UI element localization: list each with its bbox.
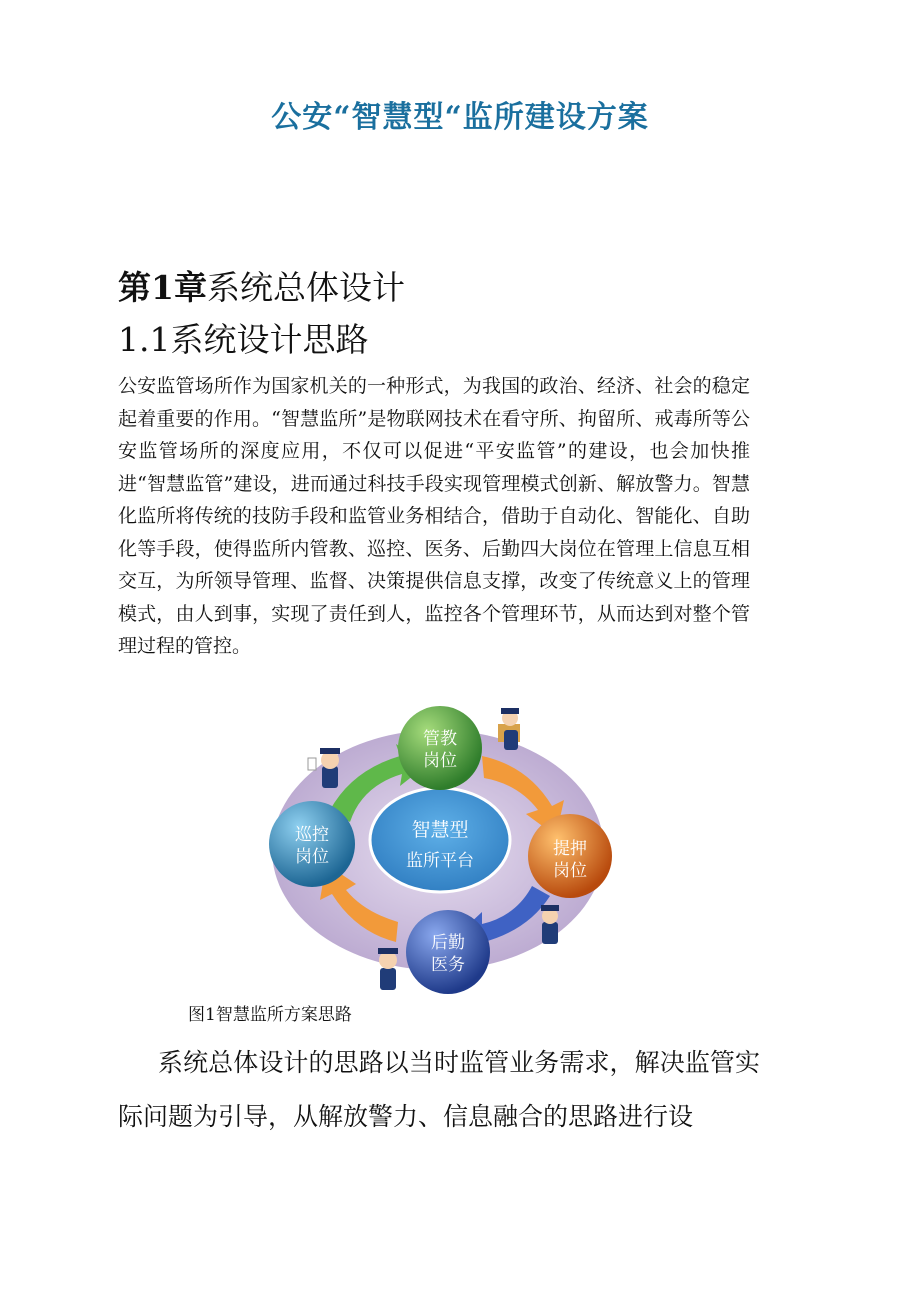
figure-caption: 图1智慧监所方案思路: [188, 1005, 352, 1025]
svg-text:岗位: 岗位: [423, 751, 457, 771]
node-tiya: [528, 814, 612, 898]
chapter-number: 第1章: [118, 268, 207, 307]
center-label-line2: 监所平台: [406, 851, 474, 871]
node-houqin: [406, 910, 490, 994]
svg-text:岗位: 岗位: [553, 861, 587, 881]
smart-prison-diagram: [260, 690, 620, 1002]
center-label-line1: 智慧型: [411, 819, 469, 841]
document-title: 公安“智慧型“监所建设方案: [271, 100, 649, 135]
police-figure-icon: [541, 905, 559, 944]
chapter-heading: [118, 262, 405, 309]
node-guanjiao: [398, 706, 482, 790]
svg-text:巡控: 巡控: [295, 825, 329, 845]
svg-text:提押: 提押: [553, 839, 587, 859]
chapter-title: 系统总体设计: [206, 268, 405, 307]
body-paragraph-2: 系统总体设计的思路以当时监管业务需求，解决监管实际问题为引导，从解放警力、信息融合的思路进行设: [118, 1048, 760, 1131]
node-xunkong: [269, 801, 355, 887]
svg-text:岗位: 岗位: [295, 847, 329, 867]
svg-text:后勤: 后勤: [431, 933, 465, 953]
svg-text:医务: 医务: [431, 955, 465, 975]
section-heading: 1.1系统设计思路: [118, 320, 369, 359]
svg-text:管教: 管教: [423, 729, 457, 749]
body-paragraph-1: 公安监管场所作为国家机关的一种形式，为我国的政治、经济、社会的稳定起着重要的作用。“智慧监所”是物联网技术在看守所、拘留所、戒毒所等公安监管场所的深度应用，不仅可以促进“平安监管”的建设，也会加快推进“智慧监管”建设，进而通过科技手段实现管理模式创新、解放警力。智慧化监所将传统的技防手段和监管业务相结合，借助于自动化、智能化、自助化等手段，使得监所内管教、巡控、医务、后勤四大岗位在管理上信息互相交互，为所领导管理、监督、决策提供信息支撑，改变了传统意义上的管理模式，由人到事，实现了责任到人，监控各个管理环节，从而达到对整个管理过程的管控。: [118, 375, 750, 657]
